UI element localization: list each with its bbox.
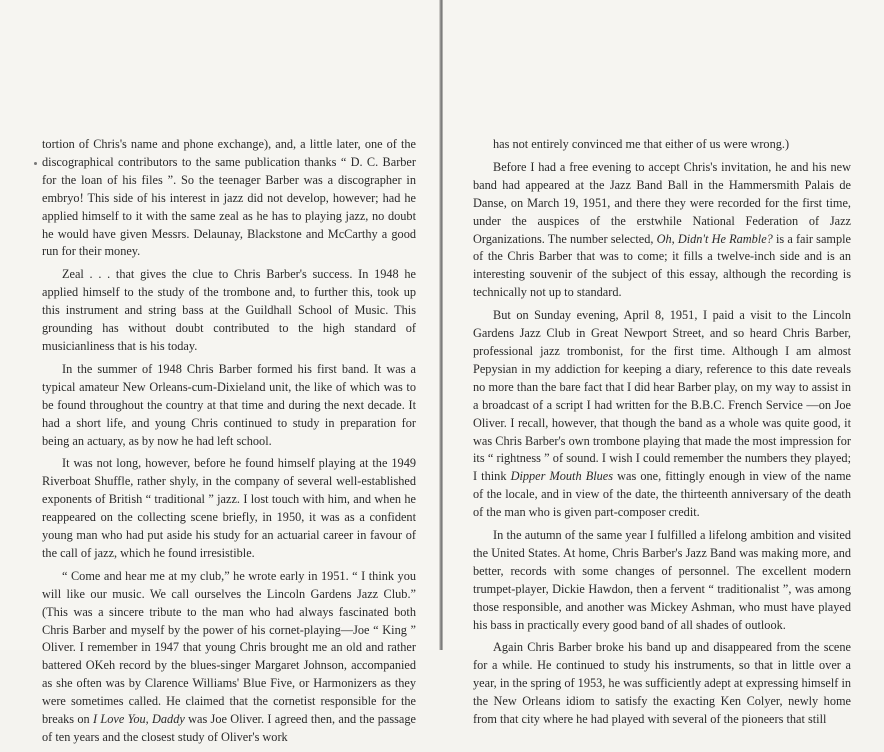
- paragraph: It was not long, however, before he found himself playing at the 1949 Riverboat Shuffle, rather shyly, in the company of several well-established exponents of British “ traditional ” jazz. I lost touch with him, and when he reappeared on the collecting scene briefly, in 1950, it was as a confident young man who had put aside his study for an actuarial career in favour of the call of jazz, which he found irresistible.: [42, 456, 416, 560]
- paragraph: Zeal . . . that gives the clue to Chris Barber's success. In 1948 he applied himself to the study of the trombone and, to further this, took up this instrument and string bass at the Guildhall School of Music. This grounding has without doubt contributed to the high standard of musicianliness that is his today.: [42, 267, 416, 353]
- left-page-text: [42, 136, 416, 752]
- paragraph: Again Chris Barber broke his band up and disappeared from the scene for a while. He continued to study his instruments, so that in little over a year, in the spring of 1953, he was sufficiently adept at expressing himself in the New Orleans idiom to satisfy the exacting Ken Colyer, newly home from that city where he had played with several of the pioneers that still: [473, 640, 852, 727]
- record-title: I Love You, Daddy: [93, 712, 185, 727]
- paragraph: In the summer of 1948 Chris Barber formed his first band. It was a typical amateur New Orleans-cum-Dixieland unit, the like of which was to be found throughout the country at that time and during the next decade. It had a short life, and young Chris continued to study in preparation for being an actuary, as by now he had left school.: [42, 361, 416, 448]
- paragraph: But on Sunday evening, April 8, 1951, I paid a visit to the Lincoln Gardens Jazz Club in Great Newport Street, and so heard Chris Barber, professional jazz trombonist, for the first time. Although I am almost Pepysian in my addiction for keeping a diary, reference to this date reveals no more than the bare fact that I did hear Barber play, on my way to assist in a broadcast of a script I had written for the B.B.C. French Service —on Joe Oliver. I recall, however, that though the band as a whole was quite good, it was Chris Barber's own trombone playing that made the most impression for its “ rightness ” of sound. I wish I could remember the numbers they played; I think Dipper Mouth Blues was one, fittingly enough in view of the name of the locale, and in view of the date, the thirteenth anniversary of the death of the man who is given part-composer credit.: [473, 308, 851, 520]
- paragraph: Before I had a free evening to accept Chris's invitation, he and his new band had appeared at the Jazz Band Ball in the Hammersmith Palais de Danse, on March 19, 1951, and there they were recorded for the first time, under the auspices of the erstwhile National Federation of Jazz Organizations. The number selected, Oh, Didn't He Ramble? is a fair sample of the Chris Barber that was to come; it fills a twelve-inch side and is an interesting souvenir of the subject of this essay, although the recording is technically not up to standard.: [473, 159, 851, 300]
- record-title: Dipper Mouth Blues: [510, 469, 614, 484]
- record-title: Oh, Didn't He Ramble?: [656, 231, 773, 246]
- paragraph: “ Come and hear me at my club,” he wrote early in 1951. “ I think you will like our music. We call ourselves the Lincoln Gardens Jazz Club.” (This was a sincere tribute to the man who had always fascinated both Chris Barber and myself by the power of his cornet-playing—Joe “ King ” Oliver. I remember in 1947 that young Chris brought me an old and rather battered OKeh record by the blues-singer Margaret Johnson, accompanied as she often was by Clarence Williams' Blue Five, or Harmonizers as they were sometimes called. He claimed that the cornetist responsible for the breaks on I Love You, Daddy was Joe Oliver. I agreed then, and the passage of ten years and the closest study of Oliver's work: [42, 568, 416, 744]
- paragraph: tortion of Chris's name and phone exchange), and, a little later, one of the discographical contributors to the same publication thanks “ D. C. Barber for the loan of his files ”. So the teenager Barber was a discographer in embryo! This side of his interest in jazz did not develop, however; had he applied himself to it with the same zeal as he has to playing jazz, no doubt he would have given Messrs. Delaunay, Blackstone and McCarthy a good run for their money.: [42, 137, 416, 259]
- right-page-text: [473, 136, 851, 734]
- right-page: [443, 0, 884, 727]
- margin-mark: [34, 162, 37, 165]
- paragraph: In the autumn of the same year I fulfilled a lifelong ambition and visited the United States. At home, Chris Barber's Jazz Band was making more, and better, records with some changes of personnel. The excellent modern trumpet-player, Dickie Hawdon, then a fervent “ traditionalist ”, was among those responsible, and another was Mickey Ashman, who must have played his bass in practically every good band of all shades of outlook.: [473, 528, 851, 632]
- left-page: [0, 0, 440, 744]
- paragraph: has not entirely convinced me that either of us were wrong.): [493, 137, 790, 151]
